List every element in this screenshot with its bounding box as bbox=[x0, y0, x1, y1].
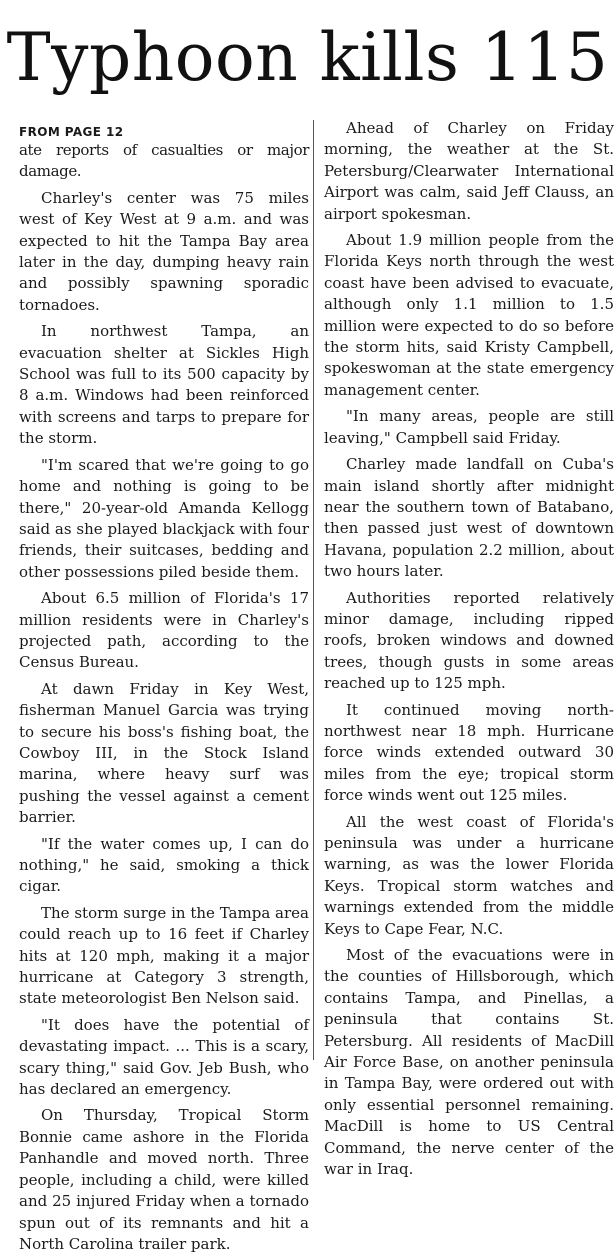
paragraph: Most of the evacuations were in the counties of Hillsborough, which contains Tampa, and Pinellas, a peninsula that contains St. Petersburg. All residents of MacDill Air Force Base, on another peninsula in Tampa Bay, were ordered out with only essential personnel remaining. MacDill is home to US Central Command, the nerve center of the war in Iraq. bbox=[324, 946, 614, 1179]
column-divider bbox=[313, 120, 314, 1060]
paragraph: Charley's center was 75 miles west of Key West at 9 a.m. and was expected to hit the Tampa Bay area later in the day, dumping heavy rain and possibly spawning sporadic tornadoes. bbox=[19, 188, 309, 314]
paragraph: It continued moving north-northwest near 18 mph. Hurricane force winds extended outward 30 miles from the eye; tropical storm force winds went out 125 miles. bbox=[324, 700, 614, 805]
paragraph: "If the water comes up, I can do nothing," he said, smoking a thick cigar. bbox=[19, 834, 309, 896]
paragraph: Ahead of Charley on Friday morning, the weather at the St. Petersburg/Clearwater International Airport was calm, said Jeff Clauss, an airport spokesman. bbox=[324, 119, 614, 223]
paragraph: "In many areas, people are still leaving," Campbell said Friday. bbox=[324, 407, 614, 447]
paragraph: The storm surge in the Tampa area could reach up to 16 feet if Charley hits at 120 mph, making it a major hurricane at Category 3 strength, state meteorologist Ben Nelson said. bbox=[19, 903, 309, 1008]
paragraph: Authorities reported relatively minor damage, including ripped roofs, broken windows and downed trees, though gusts in some areas reached up to 125 mph. bbox=[324, 588, 614, 693]
headline: Typhoon kills 115 bbox=[6, 19, 609, 96]
paragraph: About 6.5 million of Florida's 17 million residents were in Charley's projected path, according to the Census Bureau. bbox=[19, 589, 309, 672]
paragraph: In northwest Tampa, an evacuation shelter at Sickles High School was full to its 500 capacity by 8 a.m. Windows had been reinforced with screens and tarps to prepare for the storm. bbox=[19, 322, 309, 448]
paragraph: ate reports of casualties or major damage. bbox=[19, 141, 309, 181]
paragraph: All the west coast of Florida's peninsula was under a hurricane warning, as was the lower Florida Keys. Tropical storm watches and warnings extended from the middle Keys to Cape Fear, N.C. bbox=[324, 812, 614, 938]
paragraph: "It does have the potential of devastating impact. ... This is a scary, scary thing," said Gov. Jeb Bush, who has declared an emergency. bbox=[19, 1015, 309, 1099]
continuation-kicker: FROM PAGE 12 bbox=[19, 125, 124, 139]
paragraph: About 1.9 million people from the Florida Keys north through the west coast have been advised to evacuate, although only 1.1 million to 1.5 million were expected to do so before the storm hits, said Kristy Campbell, spokeswoman at the state emergency management center. bbox=[324, 231, 614, 399]
paragraph: "I'm scared that we're going to go home and nothing is going to be there," 20-year-old Amanda Kellogg said as she played blackjack with four friends, their suitcases, bedding and other possessions piled beside them. bbox=[19, 455, 309, 581]
paragraph: Charley made landfall on Cuba's main island shortly after midnight near the southern town of Batabano, then passed just west of downtown Havana, population 2.2 million, about two hours later. bbox=[324, 455, 614, 581]
left-column bbox=[19, 118, 309, 1260]
paragraph: At dawn Friday in Key West, fisherman Manuel Garcia was trying to secure his boss's fishing boat, the Cowboy III, in the Stock Island marina, where heavy surf was pushing the vessel against a cement barrier. bbox=[19, 679, 309, 827]
right-column bbox=[324, 118, 614, 1186]
paragraph: On Thursday, Tropical Storm Bonnie came ashore in the Florida Panhandle and moved north. Three people, including a child, were killed and 25 injured Friday when a tornado spun out of its remnants and hit a North Carolina trailer park. bbox=[19, 1106, 309, 1253]
